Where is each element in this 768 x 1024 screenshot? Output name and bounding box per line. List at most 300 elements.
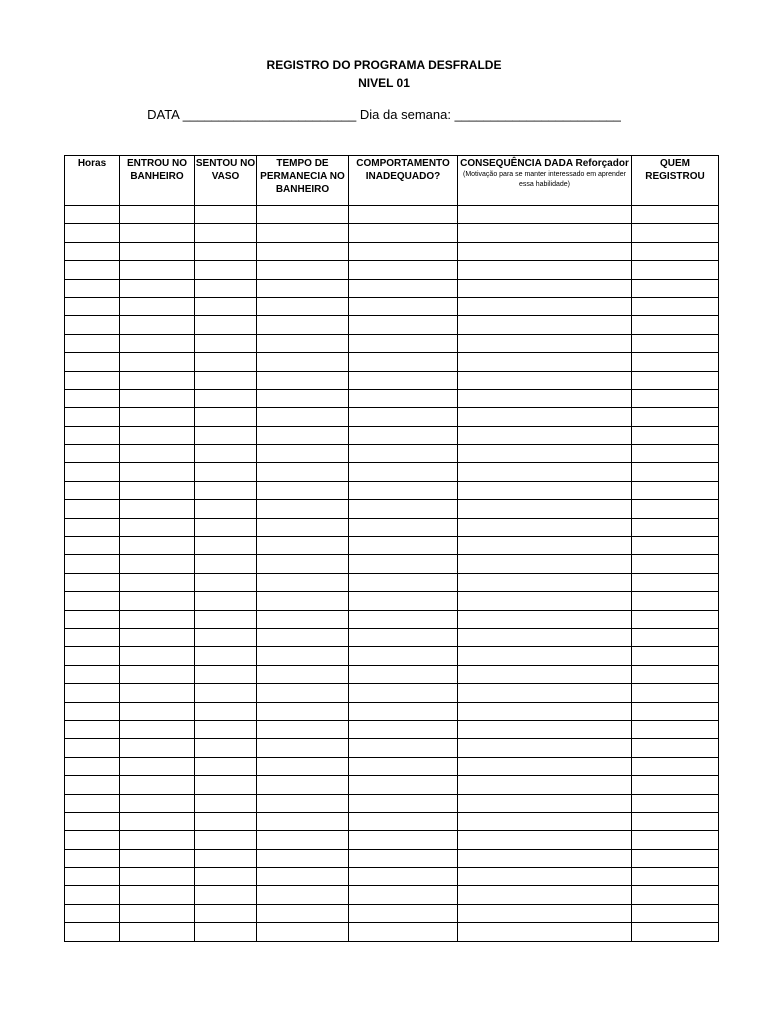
table-cell[interactable]: [257, 812, 349, 830]
table-cell[interactable]: [458, 445, 632, 463]
table-cell[interactable]: [65, 371, 120, 389]
table-cell[interactable]: [195, 610, 257, 628]
table-cell[interactable]: [195, 242, 257, 260]
table-cell[interactable]: [349, 408, 458, 426]
table-cell[interactable]: [349, 794, 458, 812]
table-cell[interactable]: [632, 831, 719, 849]
table-cell[interactable]: [349, 886, 458, 904]
table-cell[interactable]: [257, 592, 349, 610]
table-cell[interactable]: [120, 334, 195, 352]
table-cell[interactable]: [65, 665, 120, 683]
table-cell[interactable]: [257, 720, 349, 738]
table-cell[interactable]: [349, 720, 458, 738]
table-cell[interactable]: [120, 279, 195, 297]
table-row: [65, 794, 719, 812]
table-cell[interactable]: [65, 573, 120, 591]
table-cell[interactable]: [195, 463, 257, 481]
table-cell[interactable]: [349, 684, 458, 702]
table-cell[interactable]: [349, 776, 458, 794]
table-cell[interactable]: [65, 297, 120, 315]
table-cell[interactable]: [195, 868, 257, 886]
table-cell[interactable]: [195, 684, 257, 702]
table-cell[interactable]: [349, 610, 458, 628]
table-cell[interactable]: [349, 739, 458, 757]
table-cell[interactable]: [458, 206, 632, 224]
table-cell[interactable]: [257, 426, 349, 444]
table-cell[interactable]: [120, 592, 195, 610]
table-cell[interactable]: [195, 665, 257, 683]
table-cell[interactable]: [349, 334, 458, 352]
table-cell[interactable]: [632, 794, 719, 812]
table-cell[interactable]: [349, 316, 458, 334]
table-cell[interactable]: [257, 389, 349, 407]
table-cell[interactable]: [195, 628, 257, 646]
table-cell[interactable]: [349, 812, 458, 830]
table-cell[interactable]: [458, 408, 632, 426]
table-cell[interactable]: [120, 923, 195, 941]
table-cell[interactable]: [632, 868, 719, 886]
table-cell[interactable]: [349, 206, 458, 224]
table-cell[interactable]: [349, 518, 458, 536]
table-cell[interactable]: [65, 702, 120, 720]
table-cell[interactable]: [120, 353, 195, 371]
table-cell[interactable]: [195, 353, 257, 371]
table-cell[interactable]: [120, 297, 195, 315]
table-cell[interactable]: [65, 334, 120, 352]
table-cell[interactable]: [458, 389, 632, 407]
table-cell[interactable]: [257, 224, 349, 242]
table-cell[interactable]: [65, 408, 120, 426]
table-cell[interactable]: [458, 426, 632, 444]
table-cell[interactable]: [632, 776, 719, 794]
table-cell[interactable]: [632, 592, 719, 610]
table-cell[interactable]: [65, 481, 120, 499]
table-cell[interactable]: [632, 481, 719, 499]
table-cell[interactable]: [65, 555, 120, 573]
table-cell[interactable]: [458, 628, 632, 646]
table-cell[interactable]: [195, 445, 257, 463]
table-cell[interactable]: [65, 886, 120, 904]
table-cell[interactable]: [120, 757, 195, 775]
table-cell[interactable]: [120, 224, 195, 242]
table-cell[interactable]: [632, 261, 719, 279]
table-cell[interactable]: [349, 665, 458, 683]
table-cell[interactable]: [257, 831, 349, 849]
table-cell[interactable]: [632, 684, 719, 702]
table-cell[interactable]: [632, 297, 719, 315]
table-cell[interactable]: [120, 868, 195, 886]
table-cell[interactable]: [349, 904, 458, 922]
table-row: [65, 684, 719, 702]
table-cell[interactable]: [349, 445, 458, 463]
table-cell[interactable]: [632, 279, 719, 297]
table-cell[interactable]: [195, 261, 257, 279]
table-cell[interactable]: [195, 334, 257, 352]
table-cell[interactable]: [458, 353, 632, 371]
table-cell[interactable]: [458, 297, 632, 315]
table-cell[interactable]: [632, 628, 719, 646]
table-cell[interactable]: [257, 923, 349, 941]
table-cell[interactable]: [458, 720, 632, 738]
table-cell[interactable]: [195, 481, 257, 499]
table-cell[interactable]: [120, 426, 195, 444]
table-cell[interactable]: [195, 923, 257, 941]
table-cell[interactable]: [632, 610, 719, 628]
date-field[interactable]: ________________________: [182, 107, 357, 122]
table-cell[interactable]: [257, 261, 349, 279]
table-row: [65, 849, 719, 867]
table-cell[interactable]: [195, 757, 257, 775]
table-cell[interactable]: [65, 923, 120, 941]
table-cell[interactable]: [120, 445, 195, 463]
table-row: [65, 592, 719, 610]
table-cell[interactable]: [195, 720, 257, 738]
table-cell[interactable]: [195, 647, 257, 665]
table-cell[interactable]: [257, 242, 349, 260]
table-cell[interactable]: [120, 555, 195, 573]
table-cell[interactable]: [632, 371, 719, 389]
table-cell[interactable]: [632, 500, 719, 518]
table-cell[interactable]: [65, 206, 120, 224]
table-cell[interactable]: [458, 684, 632, 702]
table-cell[interactable]: [458, 481, 632, 499]
table-cell[interactable]: [349, 573, 458, 591]
table-cell[interactable]: [257, 868, 349, 886]
table-cell[interactable]: [458, 665, 632, 683]
table-cell[interactable]: [349, 757, 458, 775]
table-cell[interactable]: [65, 316, 120, 334]
table-cell[interactable]: [195, 389, 257, 407]
table-cell[interactable]: [257, 628, 349, 646]
table-cell[interactable]: [632, 463, 719, 481]
table-cell[interactable]: [458, 316, 632, 334]
table-cell[interactable]: [257, 702, 349, 720]
table-cell[interactable]: [632, 923, 719, 941]
table-cell[interactable]: [120, 849, 195, 867]
table-cell[interactable]: [349, 592, 458, 610]
table-cell[interactable]: [257, 684, 349, 702]
table-cell[interactable]: [257, 316, 349, 334]
header-horas: Horas: [65, 156, 120, 206]
table-cell[interactable]: [349, 371, 458, 389]
table-cell[interactable]: [120, 831, 195, 849]
weekday-field[interactable]: _______________________: [454, 107, 621, 122]
table-cell[interactable]: [458, 463, 632, 481]
table-cell[interactable]: [257, 371, 349, 389]
table-cell[interactable]: [257, 904, 349, 922]
table-cell[interactable]: [458, 647, 632, 665]
table-cell[interactable]: [257, 757, 349, 775]
table-cell[interactable]: [632, 555, 719, 573]
table-cell[interactable]: [257, 279, 349, 297]
table-cell[interactable]: [65, 794, 120, 812]
table-row: [65, 426, 719, 444]
table-cell[interactable]: [195, 886, 257, 904]
table-cell[interactable]: [65, 445, 120, 463]
table-cell[interactable]: [195, 573, 257, 591]
table-cell[interactable]: [65, 868, 120, 886]
table-cell[interactable]: [120, 776, 195, 794]
table-cell[interactable]: [458, 757, 632, 775]
table-cell[interactable]: [632, 665, 719, 683]
table-cell[interactable]: [195, 279, 257, 297]
table-cell[interactable]: [195, 316, 257, 334]
table-cell[interactable]: [195, 500, 257, 518]
table-cell[interactable]: [120, 206, 195, 224]
table-cell[interactable]: [195, 812, 257, 830]
table-cell[interactable]: [120, 739, 195, 757]
table-cell[interactable]: [458, 555, 632, 573]
table-cell[interactable]: [257, 463, 349, 481]
table-cell[interactable]: [65, 684, 120, 702]
table-cell[interactable]: [349, 500, 458, 518]
table-cell[interactable]: [195, 224, 257, 242]
table-cell[interactable]: [458, 794, 632, 812]
table-cell[interactable]: [65, 353, 120, 371]
table-cell[interactable]: [632, 886, 719, 904]
table-cell[interactable]: [65, 242, 120, 260]
table-cell[interactable]: [349, 297, 458, 315]
table-cell[interactable]: [195, 739, 257, 757]
table-cell[interactable]: [458, 537, 632, 555]
table-cell[interactable]: [65, 720, 120, 738]
table-cell[interactable]: [632, 389, 719, 407]
table-cell[interactable]: [120, 261, 195, 279]
table-cell[interactable]: [458, 592, 632, 610]
table-cell[interactable]: [349, 261, 458, 279]
table-cell[interactable]: [349, 702, 458, 720]
table-cell[interactable]: [632, 702, 719, 720]
table-cell[interactable]: [120, 794, 195, 812]
table-cell[interactable]: [632, 334, 719, 352]
table-cell[interactable]: [65, 610, 120, 628]
table-cell[interactable]: [65, 463, 120, 481]
table-cell[interactable]: [349, 389, 458, 407]
table-cell[interactable]: [257, 334, 349, 352]
table-cell[interactable]: [195, 537, 257, 555]
table-cell[interactable]: [349, 224, 458, 242]
table-cell[interactable]: [120, 812, 195, 830]
table-cell[interactable]: [120, 720, 195, 738]
table-cell[interactable]: [632, 812, 719, 830]
table-cell[interactable]: [349, 426, 458, 444]
table-cell[interactable]: [65, 904, 120, 922]
table-cell[interactable]: [632, 720, 719, 738]
table-cell[interactable]: [632, 537, 719, 555]
table-cell[interactable]: [458, 500, 632, 518]
table-cell[interactable]: [257, 573, 349, 591]
table-cell[interactable]: [257, 610, 349, 628]
table-cell[interactable]: [458, 573, 632, 591]
table-cell[interactable]: [458, 518, 632, 536]
table-cell[interactable]: [349, 647, 458, 665]
table-cell[interactable]: [458, 904, 632, 922]
table-cell[interactable]: [349, 279, 458, 297]
table-cell[interactable]: [65, 389, 120, 407]
table-row: [65, 776, 719, 794]
table-cell[interactable]: [632, 518, 719, 536]
table-cell[interactable]: [120, 316, 195, 334]
table-cell[interactable]: [349, 537, 458, 555]
table-cell[interactable]: [195, 849, 257, 867]
table-cell[interactable]: [257, 537, 349, 555]
table-cell[interactable]: [257, 353, 349, 371]
header-consequencia-note: (Motivação para se manter interessado em aprender essa habilidade): [462, 171, 627, 188]
table-cell[interactable]: [120, 647, 195, 665]
table-row: [65, 739, 719, 757]
table-cell[interactable]: [632, 573, 719, 591]
table-cell[interactable]: [65, 537, 120, 555]
table-cell[interactable]: [349, 555, 458, 573]
table-cell[interactable]: [65, 518, 120, 536]
table-cell[interactable]: [458, 261, 632, 279]
table-cell[interactable]: [349, 353, 458, 371]
table-cell[interactable]: [257, 500, 349, 518]
table-cell[interactable]: [458, 702, 632, 720]
table-cell[interactable]: [65, 224, 120, 242]
table-cell[interactable]: [632, 316, 719, 334]
log-table: [64, 155, 719, 942]
table-cell[interactable]: [195, 904, 257, 922]
table-cell[interactable]: [632, 445, 719, 463]
table-cell[interactable]: [458, 831, 632, 849]
table-cell[interactable]: [65, 831, 120, 849]
table-cell[interactable]: [349, 868, 458, 886]
table-cell[interactable]: [257, 794, 349, 812]
table-cell[interactable]: [257, 445, 349, 463]
table-cell[interactable]: [632, 849, 719, 867]
table-cell[interactable]: [632, 757, 719, 775]
table-cell[interactable]: [349, 831, 458, 849]
table-cell[interactable]: [458, 776, 632, 794]
table-cell[interactable]: [632, 353, 719, 371]
table-cell[interactable]: [632, 426, 719, 444]
table-cell[interactable]: [458, 242, 632, 260]
table-cell[interactable]: [257, 665, 349, 683]
table-cell[interactable]: [120, 371, 195, 389]
table-cell[interactable]: [632, 647, 719, 665]
table-cell[interactable]: [458, 923, 632, 941]
table-cell[interactable]: [458, 849, 632, 867]
table-cell[interactable]: [257, 518, 349, 536]
table-cell[interactable]: [120, 500, 195, 518]
table-cell[interactable]: [257, 555, 349, 573]
table-cell[interactable]: [349, 481, 458, 499]
table-cell[interactable]: [120, 684, 195, 702]
header-entrou-no-banheiro: ENTROU NO BANHEIRO: [120, 156, 195, 206]
table-cell[interactable]: [120, 665, 195, 683]
table-cell[interactable]: [120, 610, 195, 628]
table-cell[interactable]: [120, 518, 195, 536]
table-cell[interactable]: [195, 555, 257, 573]
table-cell[interactable]: [195, 776, 257, 794]
table-cell[interactable]: [349, 849, 458, 867]
table-cell[interactable]: [349, 628, 458, 646]
table-cell[interactable]: [458, 224, 632, 242]
table-cell[interactable]: [632, 242, 719, 260]
log-table-body: [65, 206, 719, 942]
table-cell[interactable]: [195, 592, 257, 610]
table-cell[interactable]: [195, 702, 257, 720]
table-cell[interactable]: [120, 537, 195, 555]
table-cell[interactable]: [65, 776, 120, 794]
table-cell[interactable]: [65, 757, 120, 775]
table-cell[interactable]: [458, 812, 632, 830]
table-cell[interactable]: [65, 739, 120, 757]
table-cell[interactable]: [195, 794, 257, 812]
table-cell[interactable]: [257, 739, 349, 757]
table-cell[interactable]: [257, 776, 349, 794]
table-cell[interactable]: [195, 206, 257, 224]
table-row: [65, 702, 719, 720]
table-cell[interactable]: [65, 261, 120, 279]
table-cell[interactable]: [120, 628, 195, 646]
table-cell[interactable]: [120, 702, 195, 720]
table-cell[interactable]: [257, 886, 349, 904]
table-cell[interactable]: [65, 500, 120, 518]
table-cell[interactable]: [632, 206, 719, 224]
table-cell[interactable]: [120, 886, 195, 904]
header-quem-registrou: QUEM REGISTROU: [632, 156, 719, 206]
date-line: [0, 107, 768, 122]
table-cell[interactable]: [632, 224, 719, 242]
table-cell[interactable]: [458, 334, 632, 352]
table-cell[interactable]: [65, 647, 120, 665]
table-cell[interactable]: [65, 592, 120, 610]
table-cell[interactable]: [458, 371, 632, 389]
table-cell[interactable]: [195, 831, 257, 849]
table-cell[interactable]: [458, 868, 632, 886]
table-cell[interactable]: [349, 923, 458, 941]
table-cell[interactable]: [632, 739, 719, 757]
table-row: [65, 665, 719, 683]
table-cell[interactable]: [120, 389, 195, 407]
table-cell[interactable]: [257, 849, 349, 867]
table-cell[interactable]: [195, 408, 257, 426]
table-row: [65, 537, 719, 555]
table-cell[interactable]: [458, 610, 632, 628]
table-cell[interactable]: [65, 812, 120, 830]
table-cell[interactable]: [257, 481, 349, 499]
table-cell[interactable]: [120, 242, 195, 260]
table-cell[interactable]: [195, 426, 257, 444]
table-cell[interactable]: [65, 628, 120, 646]
table-cell[interactable]: [65, 426, 120, 444]
table-cell[interactable]: [65, 849, 120, 867]
table-cell[interactable]: [632, 408, 719, 426]
table-cell[interactable]: [257, 408, 349, 426]
table-cell[interactable]: [195, 371, 257, 389]
table-cell[interactable]: [257, 647, 349, 665]
table-cell[interactable]: [349, 463, 458, 481]
table-cell[interactable]: [195, 518, 257, 536]
table-cell[interactable]: [257, 297, 349, 315]
table-cell[interactable]: [458, 279, 632, 297]
table-cell[interactable]: [120, 463, 195, 481]
table-cell[interactable]: [120, 573, 195, 591]
table-cell[interactable]: [257, 206, 349, 224]
table-cell[interactable]: [195, 297, 257, 315]
table-cell[interactable]: [65, 279, 120, 297]
table-cell[interactable]: [120, 408, 195, 426]
table-cell[interactable]: [458, 739, 632, 757]
header-sentou-no-vaso: SENTOU NO VASO: [195, 156, 257, 206]
table-cell[interactable]: [349, 242, 458, 260]
table-cell[interactable]: [120, 904, 195, 922]
table-cell[interactable]: [458, 886, 632, 904]
table-cell[interactable]: [632, 904, 719, 922]
table-cell[interactable]: [120, 481, 195, 499]
